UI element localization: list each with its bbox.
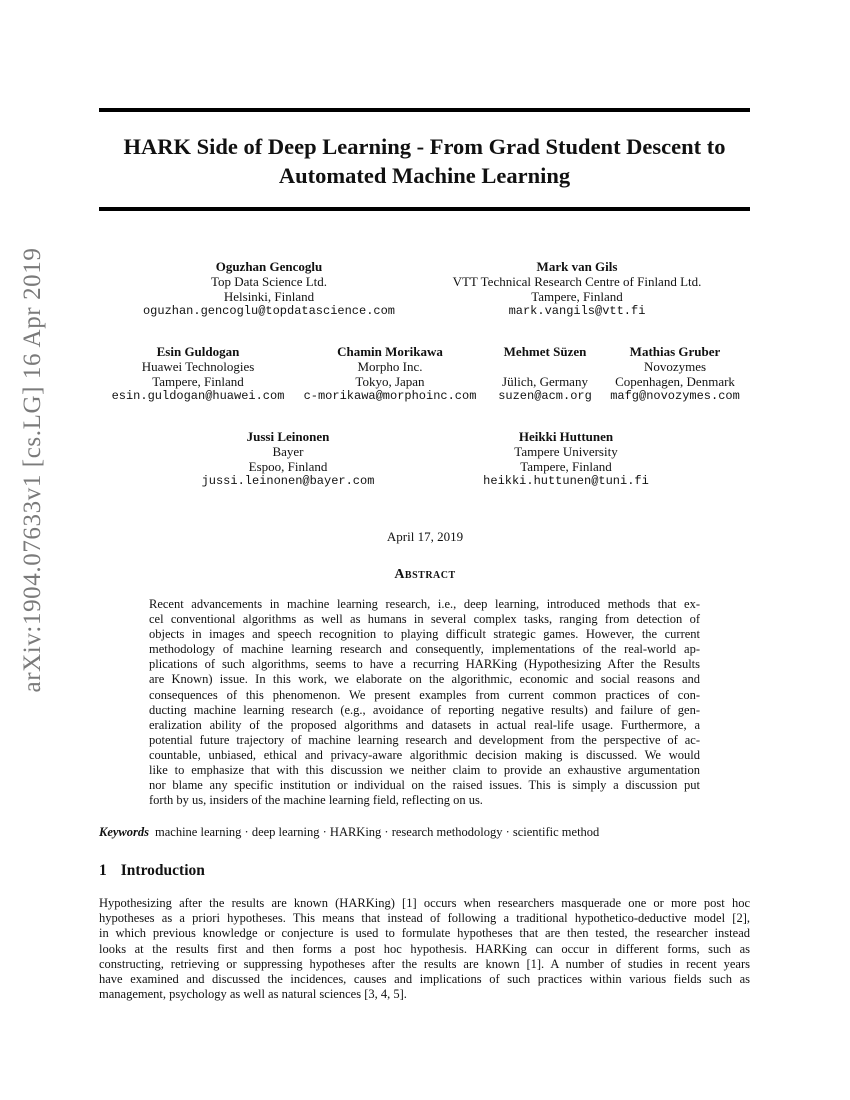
abstract-line: consequences of this phenomenon. We present examples from current common practices of con- — [149, 687, 700, 702]
author-email: jussi.leinonen@bayer.com — [201, 474, 375, 488]
author-block — [119, 259, 419, 319]
author-name: Esin Guldogan — [156, 344, 240, 359]
author-block — [605, 344, 745, 404]
abstract-heading: Abstract — [394, 567, 456, 582]
title-line-1: HARK Side of Deep Learning - From Grad Student Descent to — [123, 134, 726, 159]
intro-line: Hypothesizing after the results are known (HARKing) [1] occurs when researchers masquerade one or more post hoc — [99, 896, 750, 910]
abstract-body — [149, 597, 700, 808]
section-title: Introduction — [120, 862, 205, 879]
intro-line: hypotheses as a priori hypotheses. This means that instead of following a traditional hypothetico-deductive model [2], — [99, 911, 750, 926]
author-affiliation: Huawei Technologies — [141, 359, 255, 374]
title-rule-bottom — [99, 207, 750, 211]
keywords-list: machine learning · deep learning · HARKing · research methodology · scientific method — [155, 825, 600, 839]
abstract-line: nor blame any specific institution or individual on the raised issues. This is simply a discussion put — [149, 778, 700, 793]
abstract-line: Recent advancements in machine learning research, i.e., deep learning, introduced methods that ex- — [149, 597, 700, 611]
intro-line: have examined and discussed the incidences, causes and implications of such practices within various fields such as — [99, 972, 750, 987]
author-block — [108, 344, 288, 404]
author-email: c-morikawa@morphoinc.com — [303, 389, 477, 403]
abstract-line: like to emphasize that with this discussion we neither claim to provide an exhaustive argumentation — [149, 763, 700, 778]
author-block — [489, 344, 601, 404]
author-location: Tokyo, Japan — [355, 374, 425, 389]
author-block — [298, 344, 482, 404]
section-number: 1 — [99, 862, 107, 879]
author-affiliation — [489, 359, 601, 374]
author-location: Helsinki, Finland — [223, 289, 315, 304]
author-email: esin.guldogan@huawei.com — [111, 389, 285, 403]
title-rule-top — [99, 108, 750, 112]
keywords-label: Keywords — [99, 825, 149, 839]
author-email: heikki.huttunen@tuni.fi — [483, 474, 649, 488]
author-email: mark.vangils@vtt.fi — [508, 304, 646, 318]
abstract-line: methodology of machine learning research and consequently, implementations of the real-world ap- — [149, 642, 700, 657]
abstract-line: objects in images and speech recognition to playing difficult strategic games. However, the current — [149, 627, 700, 642]
paper-date: April 17, 2019 — [386, 529, 464, 544]
author-email: oguzhan.gencoglu@topdatascience.com — [142, 304, 396, 318]
abstract-line: ducting machine learning research (e.g., avoidance of reporting negative results) and failure of gen- — [149, 702, 700, 717]
abstract-line: are Known) issue. In this work, we elaborate on the algorithmic, economic and social reasons and — [149, 672, 700, 687]
author-affiliation: Morpho Inc. — [357, 359, 423, 374]
author-location: Tampere, Finland — [520, 459, 612, 474]
abstract-line: forth by us, insiders of the machine learning field, reflecting on us. — [149, 793, 483, 808]
author-location: Tampere, Finland — [531, 289, 623, 304]
author-name: Oguzhan Gencoglu — [215, 259, 323, 274]
abstract-line: potential future trajectory of machine learning research and development from the perspective of ac- — [149, 732, 700, 747]
author-name: Heikki Huttunen — [518, 429, 614, 444]
arxiv-watermark: arXiv:1904.07633v1 [cs.LG] 16 Apr 2019 — [19, 247, 46, 693]
abstract-line: plications of such algorithms, seems to have a recurring HARKing (Hypothesizing After the Results — [149, 657, 700, 672]
intro-paragraph — [99, 896, 750, 1002]
intro-line: constructing, retrieving or suppressing hypotheses after the results are known [1]. A number of studies in recent years — [99, 956, 750, 971]
author-name: Mathias Gruber — [629, 344, 721, 359]
author-affiliation: VTT Technical Research Centre of Finland Ltd. — [452, 274, 702, 289]
author-email: mafg@novozymes.com — [610, 389, 740, 403]
author-location: Espoo, Finland — [248, 459, 328, 474]
author-affiliation: Tampere University — [514, 444, 618, 459]
author-affiliation: Bayer — [272, 444, 304, 459]
author-affiliation: Top Data Science Ltd. — [210, 274, 328, 289]
author-location: Copenhagen, Denmark — [615, 374, 735, 389]
paper-title — [99, 132, 750, 190]
author-location: Jülich, Germany — [502, 374, 588, 389]
intro-line: in which previous knowledge or conjecture is used to formulate hypotheses that are then tested, the researcher instead — [99, 926, 750, 941]
author-location: Tampere, Finland — [152, 374, 244, 389]
abstract-line: countable, unbiased, ethical and privacy-aware algorithmic decision making is discussed. We would — [149, 747, 700, 762]
title-line-2: Automated Machine Learning — [278, 163, 571, 188]
author-name: Jussi Leinonen — [246, 429, 330, 444]
intro-line: looks at the results first and then forms a post hoc hypothesis. HARKing can occur in different forms, such as — [99, 941, 750, 956]
abstract-line: eralization ability of the proposed algorithms and datasets in actual real-life usage. Furthermore, a — [149, 717, 700, 732]
author-name: Chamin Morikawa — [337, 344, 443, 359]
author-block — [427, 259, 727, 319]
abstract-line: cel conventional algorithms as well as humans in several complex tasks, ranging from detection of — [149, 612, 700, 627]
author-affiliation: Novozymes — [643, 359, 707, 374]
intro-line: management, psychology as well as natural sciences [3, 4, 5]. — [99, 987, 407, 1002]
author-block — [188, 429, 388, 489]
keywords — [99, 825, 750, 840]
author-name: Mehmet Süzen — [503, 344, 587, 359]
author-email: suzen@acm.org — [498, 389, 592, 403]
section-heading — [99, 862, 205, 880]
author-block — [466, 429, 666, 489]
author-name: Mark van Gils — [536, 259, 618, 274]
